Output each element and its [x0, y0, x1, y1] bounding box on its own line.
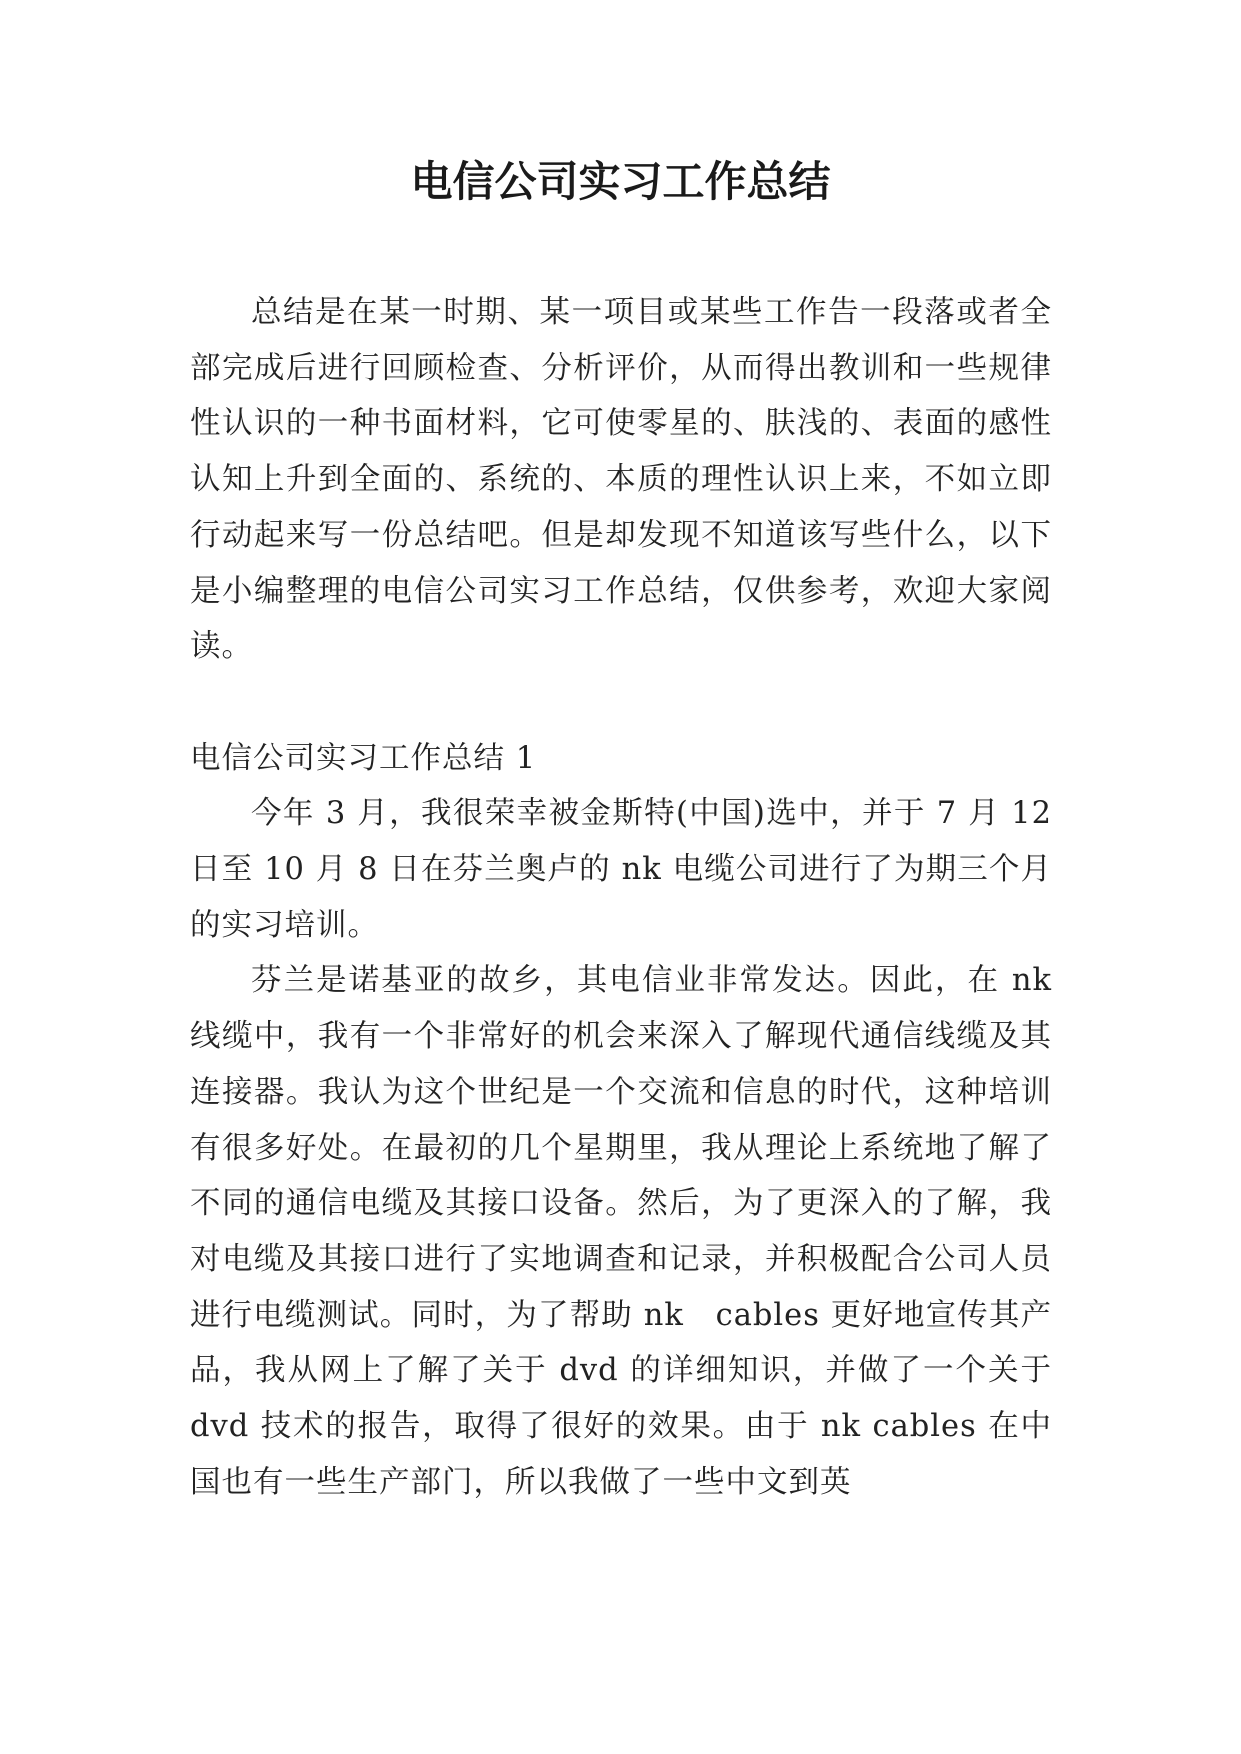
- document-body: [190, 285, 1052, 1510]
- document-title: 电信公司实习工作总结: [410, 157, 831, 206]
- intro-paragraph: 总结是在某一时期、某一项目或某些工作告一段落或者全部完成后进行回顾检查、分析评价，从而得出教训和一些规律性认识的一种书面材料，它可使零星的、肤浅的、表面的感性认知上升到全面的、系统的、本质的理性认识上来，不如立即行动起来写一份总结吧。但是却发现不知道该写些什么，以下是小编整理的电信公司实习工作总结，仅供参考，欢迎大家阅读。: [190, 295, 1052, 665]
- body-paragraph-2: 芬兰是诺基亚的故乡，其电信业非常发达。因此，在 nk 线缆中，我有一个非常好的机会来深入了解现代通信线缆及其连接器。我认为这个世纪是一个交流和信息的时代，这种培训有很多好处。在最初的几个星期里，我从理论上系统地了解了不同的通信电缆及其接口设备。然后，为了更深入的了解，我对电缆及其接口进行了实地调查和记录，并积极配合公司人员进行电缆测试。同时，为了帮助 nk cables 更好地宣传其产品，我从网上了解了关于 dvd 的详细知识，并做了一个关于 dvd 技术的报告，取得了很好的效果。由于 nk cables 在中国也有一些生产部门，所以我做了一些中文到英: [190, 963, 1052, 1500]
- body-paragraph-1: 今年 3 月，我很荣幸被金斯特(中国)选中，并于 7 月 12 日至 10 月 8 日在芬兰奥卢的 nk 电缆公司进行了为期三个月的实习培训。: [190, 796, 1052, 943]
- section-heading: 电信公司实习工作总结 1: [190, 740, 537, 776]
